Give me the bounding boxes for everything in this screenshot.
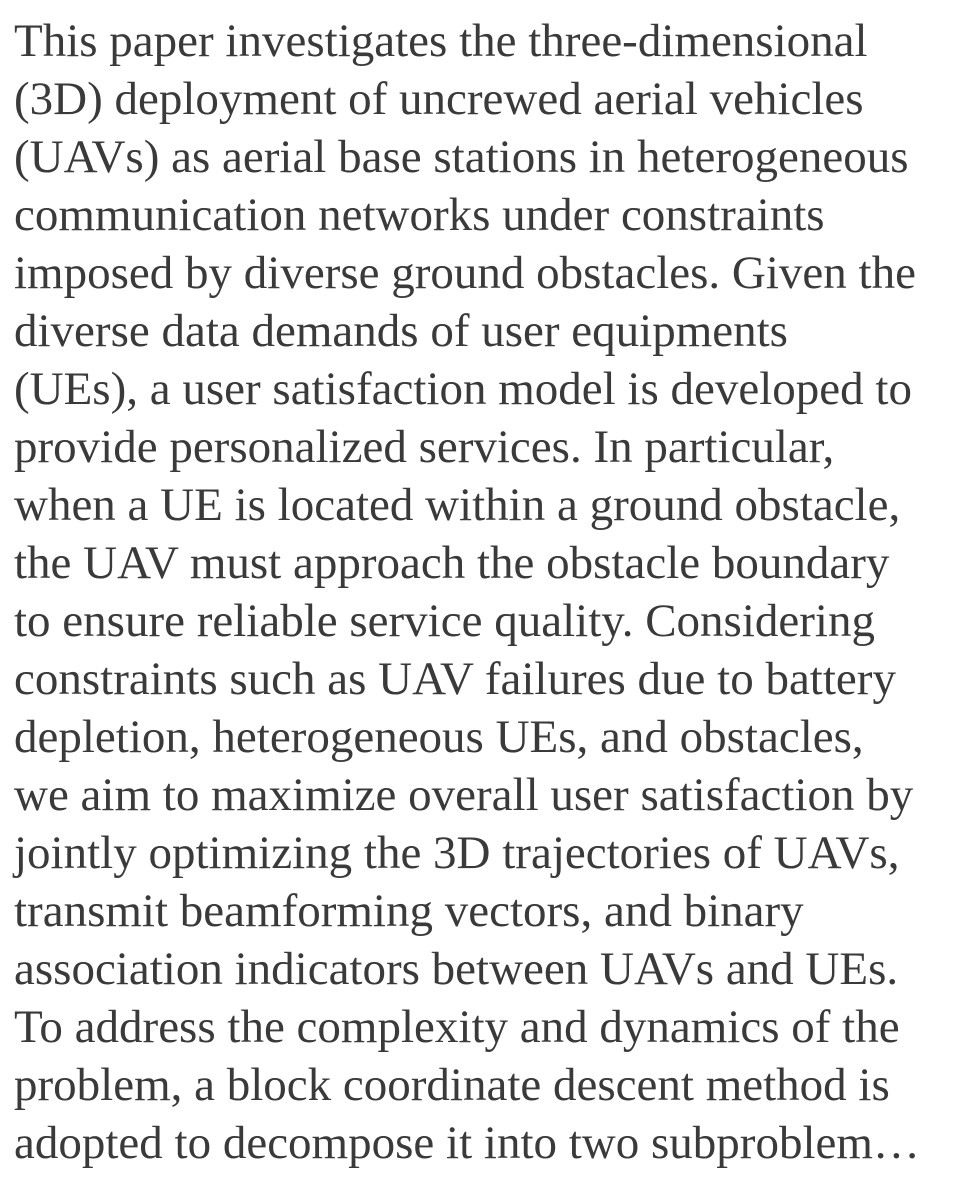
abstract-text	[14, 12, 954, 1172]
abstract-line: we aim to maximize overall user satisfaction by	[14, 769, 914, 821]
abstract-line: association indicators between UAVs and UEs.	[14, 943, 899, 995]
abstract-line: communication networks under constraints	[14, 189, 825, 241]
abstract-line: diverse data demands of user equipments	[14, 305, 788, 357]
abstract-line: (UEs), a user satisfaction model is developed to	[14, 363, 912, 415]
abstract-line: adopted to decompose it into two subproblem…	[14, 1117, 920, 1169]
abstract-line: when a UE is located within a ground obstacle,	[14, 479, 901, 531]
abstract-line: (UAVs) as aerial base stations in heterogeneous	[14, 131, 909, 183]
abstract-line: to ensure reliable service quality. Considering	[14, 595, 875, 647]
abstract-line: the UAV must approach the obstacle boundary	[14, 537, 890, 589]
abstract-line: provide personalized services. In particular,	[14, 421, 835, 473]
abstract-line: jointly optimizing the 3D trajectories of UAVs,	[14, 827, 900, 879]
abstract-line: imposed by diverse ground obstacles. Given the	[14, 247, 916, 299]
abstract-line: constraints such as UAV failures due to battery	[14, 653, 896, 705]
abstract-line: This paper investigates the three-dimensional	[14, 15, 868, 67]
abstract-line: transmit beamforming vectors, and binary	[14, 885, 804, 937]
abstract-line: (3D) deployment of uncrewed aerial vehicles	[14, 73, 864, 125]
abstract-line: problem, a block coordinate descent method is	[14, 1059, 890, 1111]
abstract-line: depletion, heterogeneous UEs, and obstacles,	[14, 711, 864, 763]
abstract-line: To address the complexity and dynamics of the	[14, 1001, 900, 1053]
